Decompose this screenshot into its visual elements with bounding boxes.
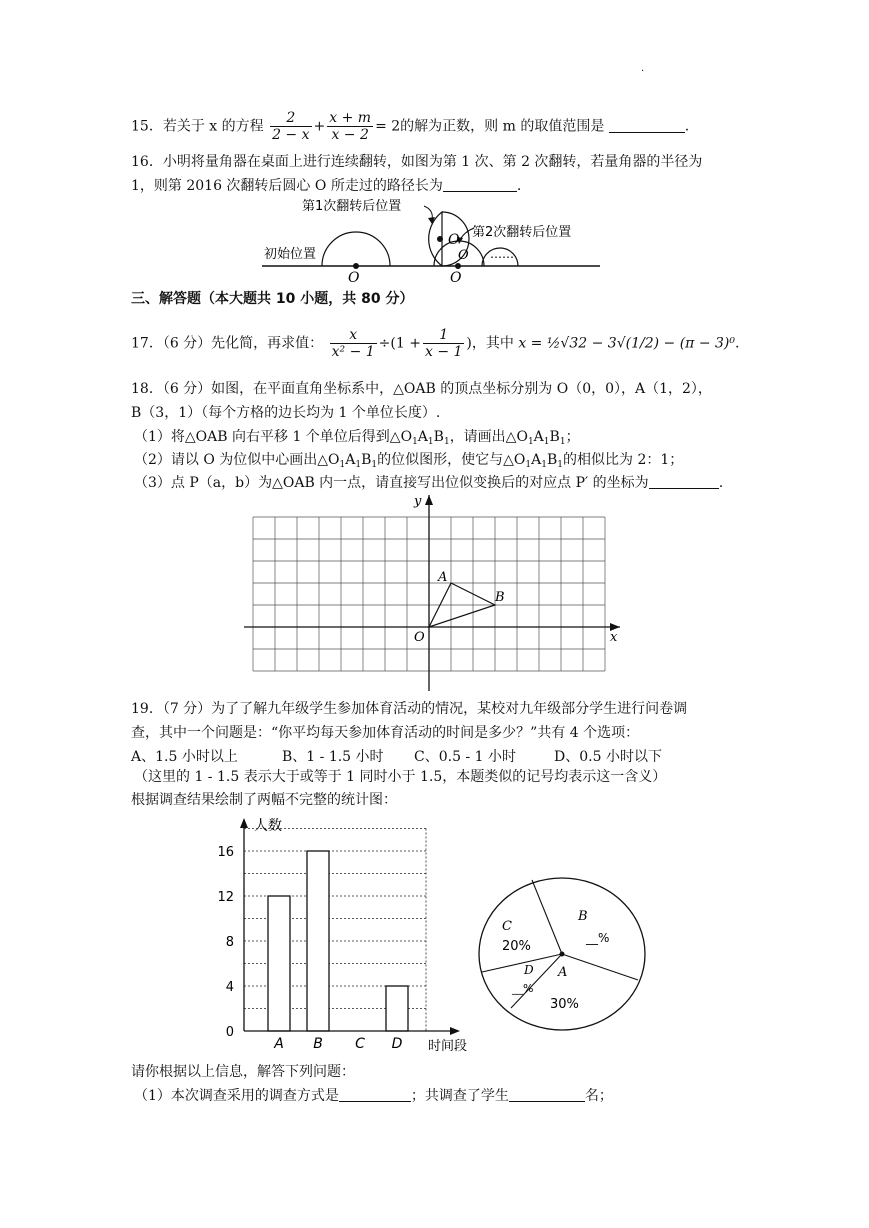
q19-line-7c: 名； [584, 1088, 613, 1104]
q15-answer-blank[interactable] [609, 118, 685, 133]
bar-x-tick-label: B [313, 1036, 323, 1052]
q18-l3e: A [533, 429, 544, 445]
bar-d [386, 986, 408, 1031]
bar-x-tick-label: A [274, 1036, 284, 1052]
q18-l4b: A [345, 452, 356, 468]
sub-1: 1 [339, 460, 346, 470]
bar-y-tick-label: 8 [225, 935, 234, 950]
bar-y-tick-label: 4 [225, 980, 234, 995]
y-axis-arrow [425, 495, 433, 505]
sub-1: 1 [443, 437, 450, 447]
q15-fraction-1 [270, 110, 311, 143]
point-b-label: B [495, 590, 505, 605]
q15-frac1-num: 2 [270, 110, 311, 127]
q19-line-1: 19．（7 分）为了了解九年级学生参加体育活动的情况，某校对九年级部分学生进行问卷调 [131, 701, 688, 717]
pie-value-a: 30% [550, 997, 579, 1012]
q19-option-c: C、0.5 - 1 小时 [414, 749, 516, 765]
coordinate-grid [244, 493, 624, 693]
x-axis-label: x [610, 630, 618, 645]
pie-divider-a-b [562, 954, 638, 980]
q17-fraction-2 [423, 327, 464, 360]
q19-student-count-blank[interactable] [509, 1087, 585, 1102]
sub-1: 1 [355, 460, 362, 470]
q19-line-7 [134, 1087, 613, 1105]
q15-frac2-num: x + m [329, 110, 372, 126]
q17-fraction-1 [330, 327, 377, 360]
q18-l4g: 的相似比为 2：1； [563, 452, 684, 468]
q18-line-3 [134, 428, 580, 451]
pie-chart [476, 874, 652, 1034]
q17-end: . [734, 335, 740, 352]
protractor-figure [262, 196, 606, 288]
point-a-label: A [438, 570, 448, 585]
label-o-second: O [450, 270, 462, 286]
pie-divider-c-d [482, 954, 562, 972]
sub-1: 1 [559, 437, 566, 447]
bar-a [268, 896, 290, 1031]
q18-l3c: B [433, 429, 444, 445]
q17-paren-open: (1 + [390, 335, 421, 352]
q18-line-5 [134, 474, 723, 492]
q17-paren-close: ) [466, 335, 472, 352]
q17-frac2-den: x − 1 [424, 344, 463, 360]
bar-x-label: 时间段 [428, 1039, 468, 1054]
q16-line-2-text: 1，则第 2016 次翻转后圆心 O 所走过的路径长为 [131, 178, 443, 194]
q15-number: 15． [131, 118, 163, 135]
origin-label: O [414, 630, 425, 645]
q18-l4f: B [547, 452, 558, 468]
q18-l3d: ，请画出△O [449, 429, 528, 445]
q16-end: . [516, 178, 522, 194]
sub-1: 1 [557, 460, 564, 470]
bar-y-tick-label: 0 [225, 1025, 234, 1040]
bar-x-tick-label: D [391, 1036, 403, 1052]
q15-frac2-den: x − 2 [331, 127, 369, 143]
pie-label-c: C [502, 919, 512, 934]
q18-line-5-text: （3）点 P（a，b）为△OAB 内一点，请直接写出位似变换后的对应点 P′ 的坐标为 [134, 475, 649, 491]
bar-y-tick-label: 12 [217, 890, 234, 905]
pie-value-d: __% [512, 982, 534, 995]
sub-1: 1 [541, 460, 547, 470]
q15-equals: = 2 [375, 118, 401, 135]
sub-1: 1 [427, 437, 434, 447]
q15-end: . [684, 118, 690, 135]
pie-label-a: A [558, 965, 568, 980]
sub-1: 1 [412, 437, 418, 447]
sub-1: 1 [543, 437, 550, 447]
initial-protractor [322, 232, 390, 266]
page-dot: · [641, 66, 645, 77]
bar-x-axis-arrow [450, 1027, 460, 1035]
q15-plus: + [313, 118, 326, 135]
second-center-dot [455, 263, 461, 269]
label-first-flip: 第1次翻转后位置 [302, 199, 402, 214]
q18-l3g: ； [565, 429, 580, 445]
bar-y-label: 人数 [254, 818, 282, 834]
sub-1: 1 [527, 437, 534, 447]
q17-frac-den: x² − 1 [331, 344, 375, 360]
q16-answer-blank[interactable] [443, 177, 517, 192]
pie-value-c: 20% [502, 939, 531, 954]
bar-y-axis-arrow [240, 818, 248, 828]
y-axis-label: y [414, 494, 422, 509]
q19-option-b: B、1 - 1.5 小时 [282, 749, 384, 765]
q18-line-1: 18．（6 分）如图，在平面直角坐标系中，△OAB 的顶点坐标分别为 O（0，0），A（1，2）， [131, 381, 712, 397]
pie-value-b: __% [586, 931, 610, 945]
label-second-flip: 第2次翻转后位置 [472, 225, 572, 240]
label-o-first: O [448, 232, 460, 248]
q17-frac-num: x [330, 327, 377, 344]
initial-center-dot [353, 263, 359, 269]
q19-line-7a: （1）本次调查采用的调查方式是 [134, 1088, 339, 1104]
pie-label-d: D [524, 963, 534, 977]
q17-frac2-num: 1 [423, 327, 464, 344]
pie-center [560, 952, 565, 957]
q18-l4a: （2）请以 O 为位似中心画出△O [134, 452, 340, 468]
q15-frac1-den: 2 − x [272, 127, 310, 143]
q18-line-4 [134, 451, 683, 474]
first-center-dot [437, 236, 443, 242]
bar-chart-x-ticks [273, 1036, 402, 1052]
q19-survey-method-blank[interactable] [339, 1087, 411, 1102]
q18-l3a: （1）将△OAB 向右平移 1 个单位后得到△O [134, 429, 413, 445]
label-initial: 初始位置 [264, 247, 317, 262]
q19-line-7b: ；共调查了学生 [410, 1088, 509, 1104]
sub-1: 1 [371, 460, 378, 470]
q18-l4e: A [531, 452, 542, 468]
ellipsis: …… [490, 247, 514, 261]
label-o-second-upper: O [458, 248, 469, 263]
bar-x-tick-label: C [355, 1036, 365, 1052]
label-o-initial: O [348, 270, 360, 286]
q18-answer-blank[interactable] [649, 474, 719, 489]
pie-divider-b-c [532, 880, 562, 954]
q18-l3f: B [549, 429, 560, 445]
q18-l3b: A [417, 429, 428, 445]
question-15 [131, 110, 689, 143]
bar-b [307, 851, 329, 1031]
q19-option-d: D、0.5 小时以下 [554, 749, 662, 765]
question-17 [131, 327, 739, 360]
pie-label-b: B [578, 909, 588, 924]
q18-line-2: B（3，1）（每个方格的边长均为 1 个单位长度）. [131, 405, 441, 421]
sub-1: 1 [525, 460, 532, 470]
q17-div: ÷ [378, 335, 391, 352]
bar-y-tick-label: 16 [217, 845, 234, 860]
q16-line-2 [131, 177, 521, 195]
q18-end: . [718, 475, 724, 491]
bar-chart-y-ticks [217, 845, 234, 1040]
q15-fraction-2 [327, 110, 373, 143]
q19-line-6: 请你根据以上信息，解答下列问题： [131, 1064, 355, 1080]
q15-text-b: 的解为正数，则 m 的取值范围是 [400, 118, 605, 135]
section-3-title: 三、解答题（本大题共 10 小题，共 80 分） [131, 291, 414, 307]
q17-expression: x = ½√32 − 3√(1/2) − (π − 3)⁰ [518, 335, 735, 352]
q17-prefix: 17．（6 分）先化简，再求值： [131, 335, 324, 352]
q19-line-4: （这里的 1 - 1.5 表示大于或等于 1 同时小于 1.5，本题类似的记号均表示这一含义） [134, 769, 667, 785]
q17-where: ，其中 [471, 335, 514, 352]
q18-l4c: B [361, 452, 372, 468]
q15-text-a: 若关于 x 的方程 [162, 118, 264, 135]
bar-chart [217, 812, 482, 1057]
q19-line-2: 查，其中一个问题是：“你平均每天参加体育活动的时间是多少？”共有 4 个选项： [131, 725, 640, 741]
q18-l4d: 的位似图形，使它与△O [377, 452, 526, 468]
q19-option-a: A、1.5 小时以上 [131, 749, 238, 765]
q19-line-5: 根据调查结果绘制了两幅不完整的统计图： [131, 792, 397, 808]
q16-line-1: 16．小明将量角器在桌面上进行连续翻转，如图为第 1 次、第 2 次翻转，若量角器的半径为 [131, 154, 703, 170]
